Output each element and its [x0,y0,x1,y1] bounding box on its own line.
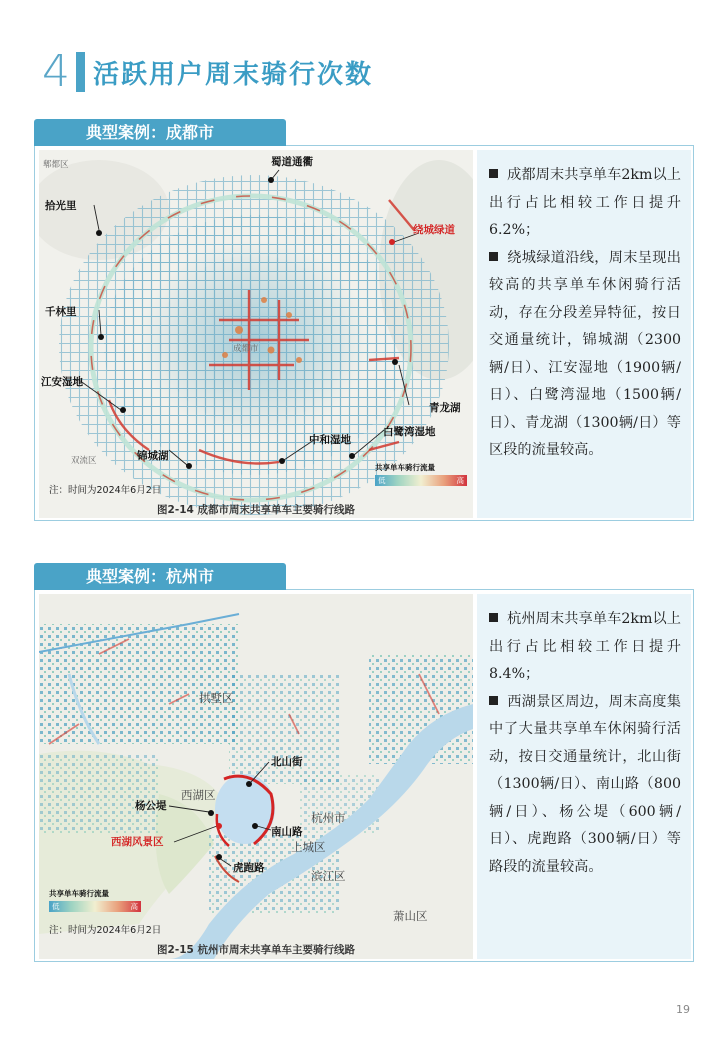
label-raocheng: 绕城绿道 [413,224,455,236]
section-bar [76,52,85,92]
legend-title: 共享单车骑行流量 [375,463,435,472]
hangzhou-note: 注：时间为2024年6月2日 [49,925,162,936]
section-number: 4 [42,46,70,97]
hangzhou-caption: 图2-15 杭州市周末共享单车主要骑行线路 [157,944,355,956]
label-binjiang: 滨江区 [311,869,346,883]
hangzhou-case-tab: 典型案例：杭州市 [34,563,286,590]
label-qinglonghu: 青龙湖 [429,402,461,414]
hangzhou-case-box [34,567,694,962]
section-heading [42,48,373,96]
legend-low: 低 [52,902,60,911]
hangzhou-para-2: 西湖景区周边，周末高度集中了大量共享单车休闲骑行活动，按日交通量统计，北山街（1300辆/日）、南山路（800辆/日）、杨公堤（600辆/日）、虎跑路（300辆/日）等路段的流量较高。 [489,693,681,875]
label-shudao: 蜀道通衢 [271,156,313,168]
legend-high: 高 [130,902,138,911]
chengdu-para-1: 成都周末共享单车2km以上出行占比相较工作日提升6.2%； [489,167,681,238]
chengdu-text-panel [477,150,691,518]
label-scenic: 西湖风景区 [111,836,164,848]
legend-high: 高 [456,476,464,485]
hangzhou-map [39,594,473,959]
bullet-icon [489,696,498,705]
label-center: 成都市 [233,344,259,354]
label-yanggongdi: 杨公堤 [135,800,167,812]
label-xiaoshan: 萧山区 [393,909,428,923]
chengdu-caption: 图2-14 成都市周末共享单车主要骑行线路 [157,504,355,516]
chengdu-case-box [34,123,694,521]
label-pixian: 郫都区 [43,160,69,170]
chengdu-para-2: 绕城绿道沿线，周末呈现出较高的共享单车休闲骑行活动，存在分段差异特征，按日交通量统计，锦城湖（2300辆/日）、江安湿地（1900辆/日）、白鹭湾湿地（1500辆/日）、青龙湖（1300辆/日）等区段的流量较高。 [489,249,681,458]
label-zhonghe: 中和湿地 [309,434,351,446]
label-gongshu: 拱墅区 [199,691,234,705]
legend-title: 共享单车骑行流量 [49,889,109,898]
label-shiguangli: 拾光里 [45,200,77,212]
label-shangcheng: 上城区 [291,840,326,854]
label-hupao: 虎跑路 [233,862,265,874]
hangzhou-legend [49,888,141,912]
page-number: 19 [676,1003,690,1016]
chengdu-case-tab: 典型案例：成都市 [34,119,286,146]
legend-color-bar [375,475,467,486]
bullet-icon [489,252,498,261]
label-xihu: 西湖区 [181,788,216,802]
hangzhou-text-panel [477,594,691,959]
chengdu-legend [375,462,467,486]
hangzhou-para-1: 杭州周末共享单车2km以上出行占比相较工作日提升8.4%； [489,611,681,682]
chengdu-map [39,150,473,518]
legend-low: 低 [378,476,386,485]
bullet-icon [489,613,498,622]
label-nanshan: 南山路 [271,826,303,838]
section-title: 活跃用户周末骑行次数 [93,59,374,90]
label-jinchenghu: 锦城湖 [137,450,169,462]
label-qianlinli: 千林里 [45,306,77,318]
label-jiangan: 江安湿地 [41,376,83,388]
label-city: 杭州市 [311,811,346,825]
chengdu-note: 注：时间为2024年6月2日 [49,485,162,496]
legend-color-bar [49,901,141,912]
bullet-icon [489,169,498,178]
label-shuangliu: 双流区 [71,456,97,466]
label-beishan: 北山街 [271,756,303,768]
label-bailuwan: 白鹭湾湿地 [383,426,436,438]
